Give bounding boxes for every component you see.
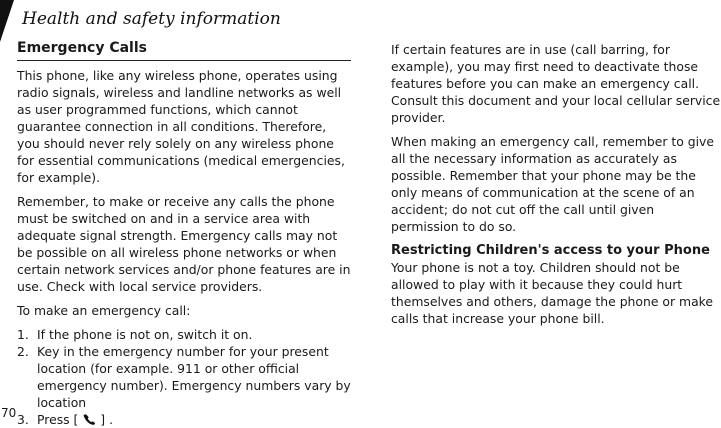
step-item	[17, 343, 351, 411]
page-number: 70	[1, 406, 17, 420]
left-column	[17, 40, 351, 428]
paragraph-wireless-limitations: This phone, like any wireless phone, operates using radio signals, wireless and landline networks as well as user programmed functions, which cannot guarantee connection in all conditions. Therefore, you should never rely solely on any wireless phone for essential communications (medical emergencies, for example).	[17, 68, 345, 185]
step-number: 3.	[17, 412, 29, 427]
steps-list	[17, 326, 351, 428]
paragraph-give-information: When making an emergency call, remember to give all the necessary information as accurately as possible. Remember that your phone may be the only means of communication at the scene of an accident; do not cut off the call until given permission to do so.	[391, 134, 714, 234]
step-text-after-icon: ] .	[100, 412, 114, 427]
step-text-before-icon: Press [	[37, 412, 79, 427]
step-number: 2.	[17, 344, 29, 359]
right-column	[391, 41, 721, 334]
paragraph-children-access: Your phone is not a toy. Children should not be allowed to play with it because they could hurt themselves and others, damage the phone or make calls that increase your phone bill.	[391, 260, 714, 326]
paragraph-steps-intro: To make an emergency call:	[17, 303, 191, 318]
phone-send-key-icon	[82, 413, 96, 425]
paragraph-service-area: Remember, to make or receive any calls the phone must be switched on and in a service area with adequate signal strength. Emergency calls may not be possible on all wireless phone networks or when certain network services and/or phone features are in use. Check with local service providers.	[17, 194, 351, 294]
step-number: 1.	[17, 327, 29, 342]
step-text: Key in the emergency number for your present location (for example. 911 or other official emergency number). Emergency numbers vary by location	[37, 344, 351, 410]
step-text: If the phone is not on, switch it on.	[37, 327, 253, 342]
step-item	[17, 411, 351, 428]
running-header: Health and safety information	[22, 9, 281, 29]
step-item	[17, 326, 351, 343]
header-corner-bar	[0, 0, 14, 42]
paragraph-deactivate-features: If certain features are in use (call barring, for example), you may first need to deactivate those features before you can make an emergency call. Consult this document and your local cellular service provider.	[391, 42, 721, 125]
subsection-title: Restricting Children's access to your Phone	[391, 243, 710, 258]
section-title: Emergency Calls	[17, 40, 351, 61]
